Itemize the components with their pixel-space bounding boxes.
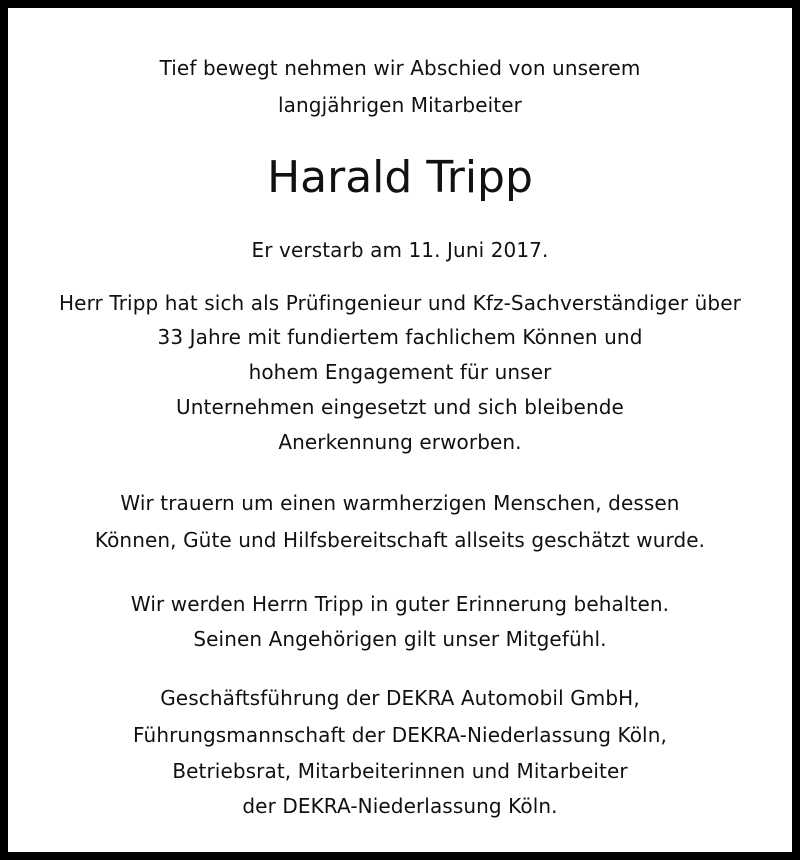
signatory-line-2: Führungsmannschaft der DEKRA-Niederlassung Köln, [133,723,667,747]
signatory-line-1: Geschäftsführung der DEKRA Automobil GmbH, [160,686,640,710]
tribute-line-4: Unternehmen eingesetzt und sich bleibende [176,395,624,419]
signatory-line-4: der DEKRA-Niederlassung Köln. [242,794,558,818]
intro-line-1: Tief bewegt nehmen wir Abschied von unserem [159,56,641,80]
deceased-name: Harald Tripp [267,152,533,203]
tribute-line-5: Anerkennung erworben. [278,430,522,454]
tribute-line-1: Herr Tripp hat sich als Prüfingenieur und Kfz-Sachverständiger über [59,291,741,315]
remembrance-line-2: Seinen Angehörigen gilt unser Mitgefühl. [193,627,607,651]
mourning-line-2: Können, Güte und Hilfsbereitschaft allseits geschätzt wurde. [94,528,706,552]
remembrance-line-1: Wir werden Herrn Tripp in guter Erinnerung behalten. [130,592,670,616]
death-notice: Er verstarb am 11. Juni 2017. [251,238,549,262]
signatory-line-3: Betriebsrat, Mitarbeiterinnen und Mitarbeiter [172,759,628,783]
mourning-line-1: Wir trauern um einen warmherzigen Menschen, dessen [120,491,680,515]
tribute-line-2: 33 Jahre mit fundiertem fachlichem Können und [157,325,643,349]
tribute-line-3: hohem Engagement für unser [248,360,552,384]
intro-line-2: langjährigen Mitarbeiter [278,93,522,117]
